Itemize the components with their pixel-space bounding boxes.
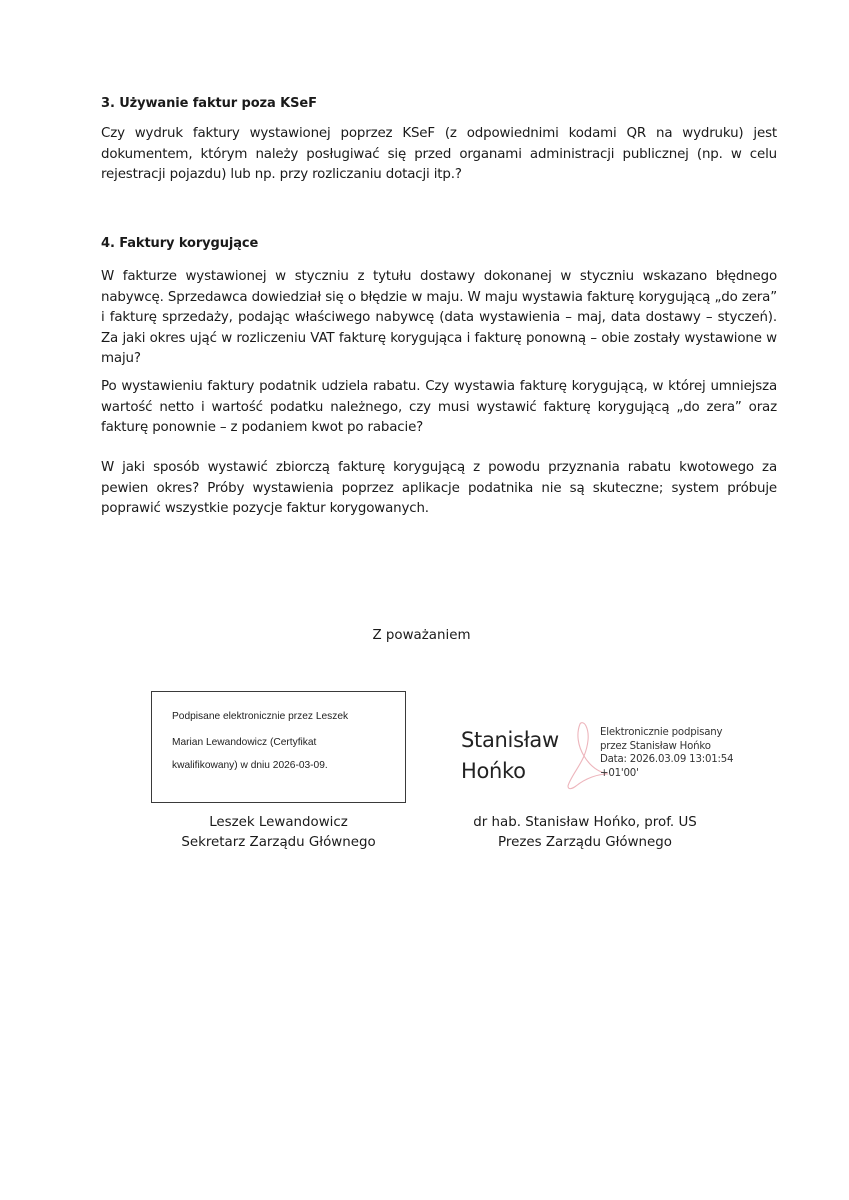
stamp-name-line: Hońko: [461, 759, 526, 783]
signer-name: dr hab. Stanisław Hońko, prof. US: [473, 815, 697, 830]
signature-box-line: kwalifikowany) w dniu 2026-03-09.: [172, 760, 328, 771]
signer-right: [444, 813, 726, 853]
stamp-name-line: Stanisław: [461, 728, 559, 752]
section-4-paragraph-1: W fakturze wystawionej w styczniu z tytułu dostawy dokonanej w styczniu wskazano błędnego nabywcę. Sprzedawca dowiedział się o błędzie w maju. W maju wystawia fakturę korygującą „do zera” i fakturę sprzedaży, podając właściwego nabywcę (data wystawienia – maj, data dostawy – styczeń). Za jaki okres ująć w rozliczeniu VAT fakturę korygująca i fakturę ponowną – obie zostały wystawione w maju?: [101, 269, 777, 366]
section-4-paragraph-3: W jaki sposób wystawić zbiorczą fakturę korygującą z powodu przyznania rabatu kwotowego za pewien okres? Próby wystawienia poprzez aplikacje podatnika nie są skuteczne; system próbuje poprawić wszystkie pozycje faktur korygowanych.: [101, 460, 777, 516]
stamp-detail-line: przez Stanisław Hońko: [600, 740, 711, 752]
signature-box-line: Marian Lewandowicz (Certyfikat: [172, 737, 317, 748]
stamp-detail-line: +01'00': [600, 767, 639, 779]
signer-name: Leszek Lewandowicz: [209, 815, 348, 830]
stamp-detail-line: Elektronicznie podpisany: [600, 727, 723, 738]
closing-salutation: [0, 628, 849, 643]
stamp-detail-line: Data: 2026.03.09 13:01:54: [600, 754, 734, 765]
signer-role: Prezes Zarządu Głównego: [498, 835, 672, 850]
section-3-heading: 3. Używanie faktur poza KSeF: [101, 96, 317, 111]
section-4-paragraph-2: Po wystawieniu faktury podatnik udziela rabatu. Czy wystawia fakturę korygującą, w której umniejsza wartość netto i wartość podatku należnego, czy musi wystawić fakturę korygującą „do zera” oraz fakturę ponownie – z podaniem kwot po rabacie?: [101, 379, 777, 435]
section-4-heading: 4. Faktury korygujące: [101, 236, 259, 251]
closing-text: Z poważaniem: [372, 628, 471, 643]
stamp-details: [600, 726, 733, 780]
stamp-signer-name: [461, 725, 559, 787]
signature-box-line: Podpisane elektronicznie przez Leszek: [172, 711, 349, 722]
section-3-paragraph-1: Czy wydruk faktury wystawionej poprzez KSeF (z odpowiednimi kodami QR na wydruku) jest dokumentem, którym należy posługiwać się przed organami administracji publicznej (np. w celu rejestracji pojazdu) lub np. przy rozliczaniu dotacji itp.?: [101, 126, 777, 182]
electronic-signature-box: [151, 691, 406, 803]
signer-left: [151, 813, 406, 853]
signer-role: Sekretarz Zarządu Głównego: [181, 835, 376, 850]
